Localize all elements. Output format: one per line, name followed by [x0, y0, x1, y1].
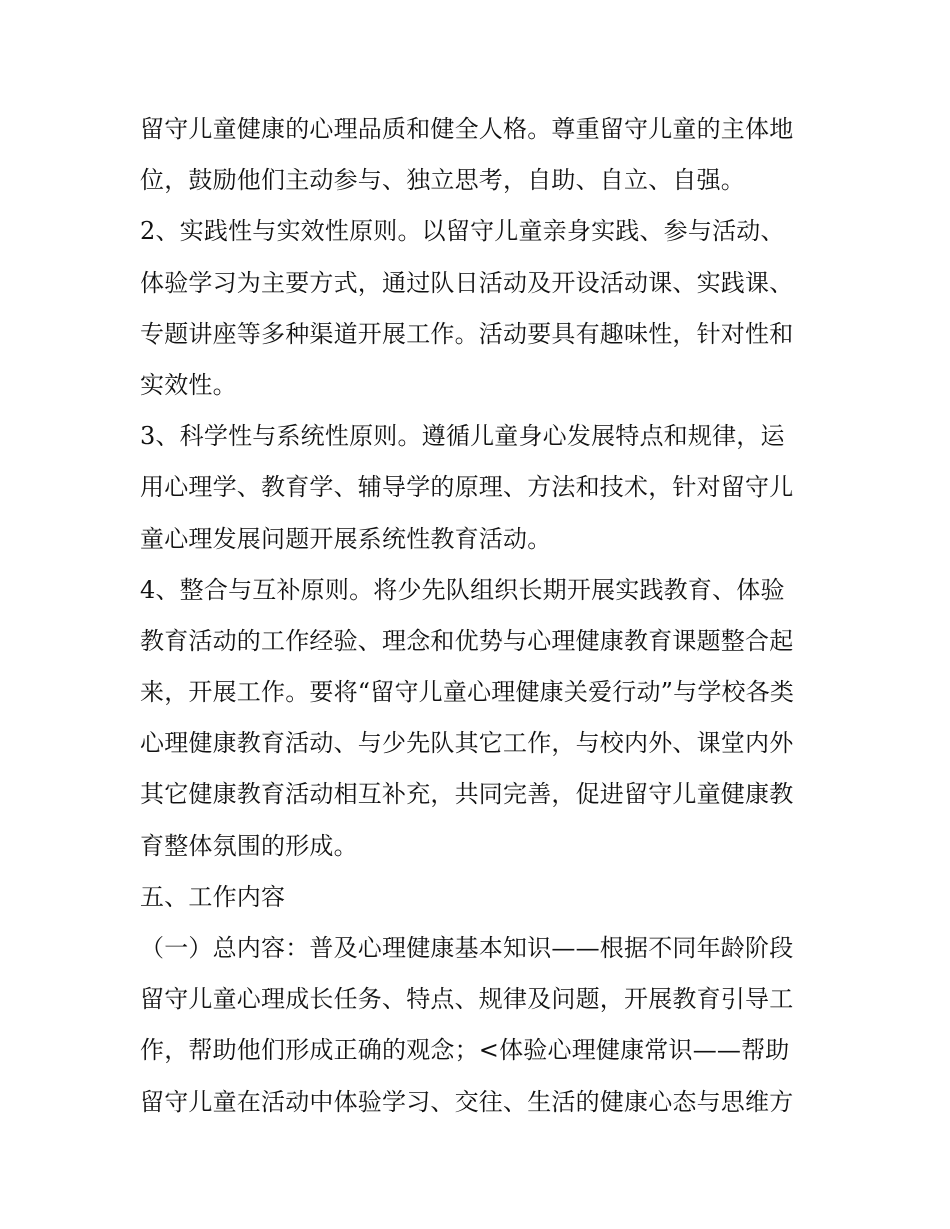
text-line: 教育活动的工作经验、理念和优势与心理健康教育课题整合起 [140, 626, 794, 655]
text-line: 心理健康教育活动、与少先队其它工作，与校内外、课堂内外 [140, 729, 794, 758]
text-line: 育整体氛围的形成。 [140, 831, 358, 860]
text-line: （一）总内容：普及心理健康基本知识——根据不同年龄阶段 [140, 934, 794, 962]
text-line: 作，帮助他们形成正确的观念；<体验心理健康常识——帮助 [140, 1036, 790, 1065]
text-line: 其它健康教育活动相互补充，共同完善，促进留守儿童健康教 [140, 780, 794, 809]
text-line: 用心理学、教育学、辅导学的原理、方法和技术，针对留守儿 [140, 473, 794, 502]
text-line: 体验学习为主要方式，通过队日活动及开设活动课、实践课、 [140, 268, 794, 297]
text-line: 4、整合与互补原则。将少先队组织长期开展实践教育、体验 [140, 575, 785, 604]
text-line: 位，鼓励他们主动参与、独立思考，自助、自立、自强。 [140, 166, 745, 195]
text-line: 3、科学性与系统性原则。遵循儿童身心发展特点和规律，运 [140, 422, 785, 451]
section-heading: 五、工作内容 [140, 882, 286, 911]
text-line: 留守儿童心理成长任务、特点、规律及问题，开展教育引导工 [140, 985, 794, 1014]
text-line: 童心理发展问题开展系统性教育活动。 [140, 524, 552, 553]
document-body [140, 104, 820, 1128]
text-line: 来，开展工作。要将“留守儿童心理健康关爱行动”与学校各类 [140, 678, 795, 707]
text-line: 专题讲座等多种渠道开展工作。活动要具有趣味性，针对性和 [140, 319, 794, 348]
text-line: 实效性。 [140, 370, 237, 399]
text-line: 2、实践性与实效性原则。以留守儿童亲身实践、参与活动、 [140, 217, 785, 246]
text-line: 留守儿童在活动中体验学习、交往、生活的健康心态与思维方 [140, 1087, 794, 1116]
text-line: 留守儿童健康的心理品质和健全人格。尊重留守儿童的主体地 [140, 115, 794, 143]
